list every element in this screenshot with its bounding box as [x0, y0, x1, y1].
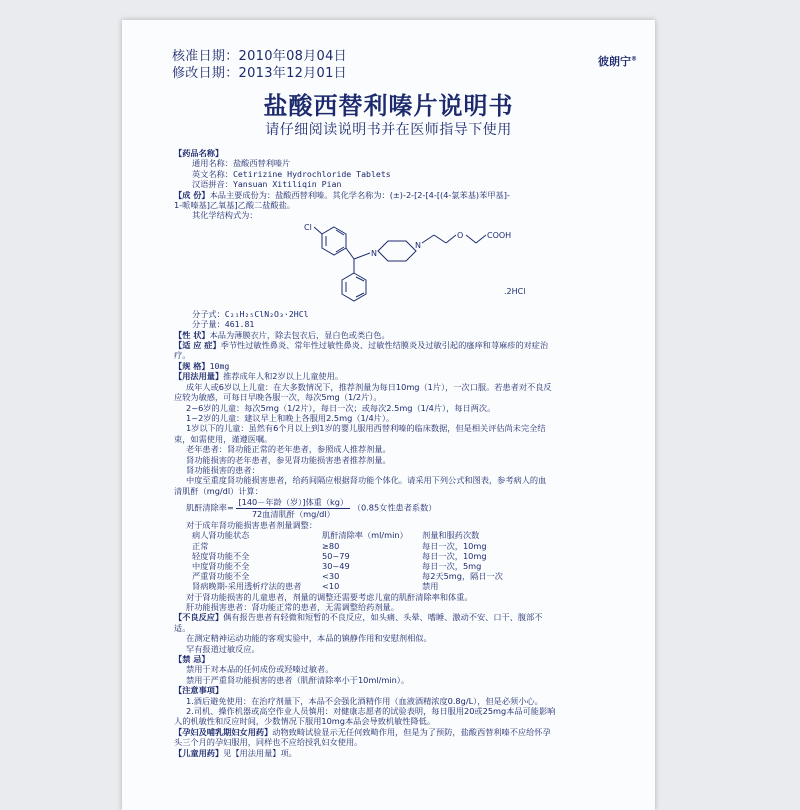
registered-mark: ®: [631, 55, 637, 63]
indications-text: 季节性过敏性鼻炎、常年性过敏性鼻炎、过敏性结膜炎及过敏引起的瘙痒和荨麻疹的对症治: [220, 340, 549, 351]
table-row: [192, 561, 522, 571]
weight-label: 分子量：: [192, 319, 225, 330]
section-indications: [174, 340, 642, 350]
document-body: [174, 148, 642, 758]
table-cell: 每日一次，10mg: [422, 540, 487, 551]
children-text: 见【用法用量】项。: [223, 747, 297, 758]
dosage-intro: 推荐成年人和2岁以上儿童使用。: [223, 371, 343, 382]
brand-logo: [598, 53, 637, 69]
piperazine-ring: [378, 241, 416, 261]
character-text: 本品为薄膜衣片，除去包衣后，显白色或类白色。: [209, 329, 390, 340]
section-tag: 【成 份】: [174, 189, 210, 200]
formula-right: （0.85女性患者系数）: [352, 502, 437, 513]
section-composition: [174, 190, 642, 200]
contra-text: 禁用于对本品的任何成份或羟嗪过敏者。: [186, 664, 334, 675]
liver-impairment: 肝功能损害患者：肾功能正常的患者，无需调整给药剂量。: [186, 602, 399, 612]
table-intro: 对于成年肾功能损害患者剂量调整：: [186, 519, 318, 530]
table-cell: 肾病晚期-采用透析疗法的患者: [192, 581, 302, 592]
table-cell: 禁用: [422, 581, 439, 592]
precaution-2-cont: 人的机敏性和反应时间，少数情况下服用10mg本品会导致机敏性降低。: [174, 716, 436, 727]
hcl-label: .2HCl: [504, 286, 526, 296]
adverse-text-cont: 适。: [174, 622, 191, 633]
renal-text: 中度至重度肾功能损害患者，给药间隔应根据肾功能个体化。请采用下列公式和图表，参考病人的血: [186, 475, 547, 486]
formula-value: C₂₁H₂₅ClN₂O₃·2HCl: [224, 308, 309, 319]
section-character: [174, 330, 642, 340]
renal-dosage-table: [192, 530, 522, 591]
table-header-row: [192, 530, 522, 540]
formula-denominator: 72血清肌酐（mg/dl）: [251, 508, 335, 519]
pregnancy-text: 动物致畸试验显示无任何致畸作用，但是为了预防，盐酸西替利嗪不应给怀孕: [272, 726, 551, 737]
revision-date: 修改日期：2013年12月01日: [172, 66, 347, 81]
section-tag: 【性 状】: [174, 329, 210, 340]
section-precautions: [174, 685, 642, 695]
table-row: [192, 581, 522, 591]
formula-fraction: [236, 497, 350, 519]
generic-name: 通用名称：盐酸西替利嗪片: [192, 158, 291, 169]
section-adverse: [174, 612, 642, 622]
section-tag: 【适 应 症】: [174, 340, 221, 351]
section-children: [174, 748, 642, 758]
dosage-child-1-2: 1~2岁的儿童：建议早上和晚上各服用2.5mg（1/4片）。: [186, 412, 395, 423]
dosage-infant: 1岁以下的儿童：虽然有6个月以上到1岁的婴儿服用西替利嗪的临床数据，但是相关评估尚未完全结: [186, 423, 546, 434]
formula-numerator: [140－年龄（岁）]体重（kg）: [238, 497, 349, 508]
section-tag: 【注意事项】: [174, 685, 224, 696]
section-tag: 【儿童用药】: [174, 747, 224, 758]
indications-text-cont: 疗。: [174, 350, 191, 361]
section-tag: 【禁 忌】: [174, 654, 210, 665]
pregnancy-text-cont: 头三个月的孕妇服用，同样也不应给授乳妇女使用。: [174, 737, 363, 748]
formula-label: 分子式：: [192, 308, 225, 319]
molecular-weight: [174, 319, 642, 329]
adverse-allergy: 罕有报道过敏反应。: [186, 643, 260, 654]
structure-diagram: [174, 221, 594, 309]
child-renal: 对于肾功能损害的儿童患者，剂量的调整还需要考虑儿童的肌酐清除率和体重。: [186, 591, 473, 602]
formula-left: 肌酐清除率=: [186, 502, 234, 513]
structure-label: 其化学结构式为：: [192, 210, 258, 221]
dosage-elderly: 老年患者：肾功能正常的老年患者，参照成人推荐剂量。: [186, 444, 391, 455]
table-header: 剂量和服药次数: [422, 530, 480, 541]
dosage-renal-elderly: 肾功能损害的老年患者，参见肾功能损害患者推荐剂量。: [186, 454, 391, 465]
weight-value: 461.81: [224, 319, 255, 330]
chemical-structure: [174, 221, 642, 309]
section-dosage: [174, 371, 642, 381]
table-cell: 50~79: [322, 550, 350, 561]
section-tag: 【规 格】: [174, 360, 210, 371]
specification-text: 10mg: [209, 360, 230, 371]
label-o: O: [457, 230, 464, 240]
precaution-2: 2.司机、操作机器或高空作业人员慎用：对健康志愿者的试验表明，每日服用20或25mg本品可能影响: [186, 706, 556, 717]
section-tag: 【孕妇及哺乳期妇女用药】: [174, 726, 273, 737]
table-cell: 每日一次，5mg: [422, 560, 482, 571]
table-cell: 中度肾功能不全: [192, 560, 250, 571]
creatinine-formula: [174, 497, 642, 519]
label-cl: Cl: [304, 222, 312, 232]
section-tag: 【不良反应】: [174, 612, 224, 623]
composition-text-cont: 1-哌嗪基]乙氧基]乙酸二盐酸盐。: [174, 200, 295, 211]
table-cell: 30~49: [322, 560, 350, 571]
molecular-formula: [174, 309, 642, 319]
table-cell: 每日一次，10mg: [422, 550, 487, 561]
renal-text-cont: 清肌酐（mg/dl）计算：: [174, 485, 263, 496]
composition-text: 本品主要成份为：盐酸西替利嗪。其化学名称为：(±)-2-[2-[4-[(4-氯苯基)苯甲基]-: [209, 189, 510, 200]
table-row: [192, 571, 522, 581]
table-header: 病人肾功能状态: [192, 530, 250, 541]
section-tag: 【药品名称】: [174, 148, 224, 158]
label-cooh: COOH: [487, 230, 512, 240]
table-cell: 正常: [192, 540, 209, 551]
adverse-psychomotor: 在测定精神运动功能的客观实验中，本品的镇静作用和安慰剂相似。: [186, 633, 432, 644]
dosage-child-2-6: 2~6岁的儿童：每次5mg（1/2片），每日一次；或每次2.5mg（1/4片），每日两次。: [186, 402, 496, 413]
table-header: 肌酐清除率（ml/min）: [322, 530, 408, 541]
renal-title: 肾功能损害的患者：: [186, 464, 260, 475]
section-pregnancy: [174, 727, 642, 737]
label-n2: N: [415, 240, 421, 250]
table-cell: 严重肾功能不全: [192, 571, 250, 582]
dosage-adult-cont: 应较为敏感，可每日早晚各服一次，每次5mg（1/2片）。: [174, 392, 382, 403]
table-cell: 轻度肾功能不全: [192, 550, 250, 561]
brand-name: 彼朗宁: [598, 55, 631, 68]
section-tag: 【用法用量】: [174, 371, 224, 382]
document-title: 盐酸西替利嗪片说明书: [263, 92, 514, 120]
dosage-adult: 成年人或6岁以上儿童：在大多数情况下，推荐剂量为每日10mg（1片），一次口服。若患者对不良反: [186, 381, 552, 392]
adverse-text: 偶有报告患者有轻微和短暂的不良反应，如头痛、头晕、嗜睡、激动不安、口干、腹部不: [223, 612, 543, 623]
table-cell: <10: [322, 581, 340, 592]
label-n1: N: [371, 248, 377, 258]
section-specification: [174, 361, 642, 371]
table-cell: 每2天5mg，隔日一次: [422, 571, 503, 582]
section-drug-name: [174, 148, 642, 158]
approval-date: 核准日期：2010年08月04日: [172, 49, 347, 64]
section-contraindications: [174, 654, 642, 664]
table-row: [192, 541, 522, 551]
table-row: [192, 551, 522, 561]
english-name: 英文名称：Cetirizine Hydrochloride Tablets: [192, 168, 391, 179]
contra-text-2: 禁用于严重肾功能损害的患者（肌酐清除率小于10ml/min）。: [186, 674, 410, 685]
precaution-1: 1.酒后避免使用：在治疗剂量下，本品不会强化酒精作用（血液酒精浓度0.8g/L），但是必须小心。: [186, 695, 543, 706]
document-subtitle: 请仔细阅读说明书并在医师指导下使用: [265, 122, 512, 138]
dosage-infant-cont: 束，如需使用，谨遵医嘱。: [174, 433, 273, 444]
table-cell: ≥80: [322, 540, 340, 551]
leaflet-page: [122, 20, 655, 810]
table-cell: <30: [322, 571, 340, 582]
pinyin-name: 汉语拼音：Yansuan Xitiliqin Pian: [192, 179, 342, 190]
